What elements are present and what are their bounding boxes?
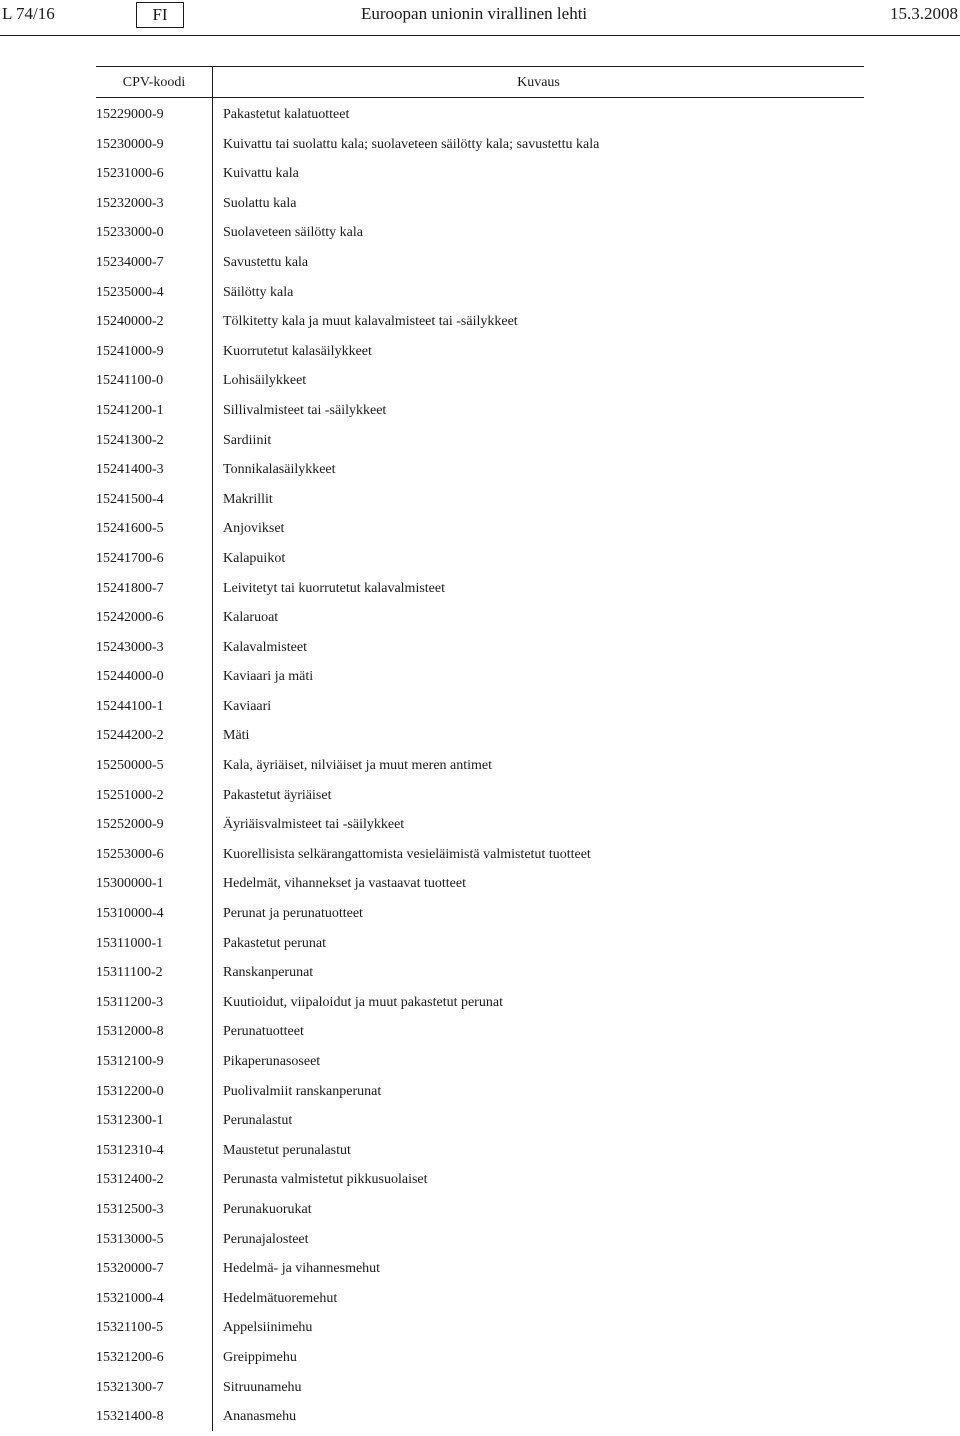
page-header xyxy=(0,0,960,36)
cpv-description: Lohisäilykkeet xyxy=(223,373,307,389)
cpv-code: 15241400-3 xyxy=(96,462,164,478)
journal-title: Euroopan unionin virallinen lehti xyxy=(361,4,588,23)
table-row xyxy=(0,1406,960,1436)
cpv-description: Kuorrutetut kalasäilykkeet xyxy=(223,343,372,359)
table-row xyxy=(0,400,960,430)
cpv-description: Perunakuorukat xyxy=(223,1201,312,1217)
cpv-description: Anjovikset xyxy=(223,521,285,537)
cpv-description: Hedelmä- ja vihannesmehut xyxy=(223,1261,381,1277)
cpv-code: 15312300-1 xyxy=(96,1113,164,1129)
cpv-description: Äyriäisvalmisteet tai -säilykkeet xyxy=(223,817,405,833)
cpv-description: Kala, äyriäiset, nilviäiset ja muut meren antimet xyxy=(223,758,493,774)
table-row xyxy=(0,637,960,667)
column-header-description: Kuvaus xyxy=(517,75,560,90)
cpv-description: Kalavalmisteet xyxy=(223,639,307,655)
cpv-description: Tonnikalasäilykkeet xyxy=(223,462,336,478)
cpv-code: 15321100-5 xyxy=(96,1320,164,1336)
table-row xyxy=(0,1199,960,1229)
cpv-code: 15321000-4 xyxy=(96,1290,164,1306)
cpv-description: Greippimehu xyxy=(223,1349,297,1365)
cpv-code: 15241000-9 xyxy=(96,343,164,359)
cpv-code: 15240000-2 xyxy=(96,314,164,330)
cpv-code: 15321200-6 xyxy=(96,1349,164,1365)
cpv-description: Perunasta valmistetut pikkusuolaiset xyxy=(223,1172,428,1188)
cpv-code: 15312000-8 xyxy=(96,1024,164,1040)
table-row xyxy=(0,1021,960,1051)
cpv-code: 15242000-6 xyxy=(96,610,164,626)
table-row xyxy=(0,725,960,755)
cpv-code: 15252000-9 xyxy=(96,817,164,833)
cpv-code: 15241600-5 xyxy=(96,521,164,537)
cpv-code: 15251000-2 xyxy=(96,787,164,803)
cpv-table-body xyxy=(0,104,960,1436)
table-row xyxy=(0,1377,960,1407)
cpv-code: 15231000-6 xyxy=(96,166,164,182)
cpv-code: 15310000-4 xyxy=(96,906,164,922)
cpv-description: Sillivalmisteet tai -säilykkeet xyxy=(223,402,387,418)
cpv-code: 15244200-2 xyxy=(96,728,164,744)
table-row xyxy=(0,1347,960,1377)
cpv-code: 15244100-1 xyxy=(96,698,164,714)
cpv-description: Kuivattu tai suolattu kala; suolaveteen säilötty kala; savustettu kala xyxy=(223,136,600,152)
cpv-description: Pakastetut kalatuotteet xyxy=(223,107,350,122)
cpv-code: 15313000-5 xyxy=(96,1231,164,1247)
table-row xyxy=(0,370,960,400)
cpv-description: Tölkitetty kala ja muut kalavalmisteet tai -säilykkeet xyxy=(223,314,518,330)
table-row xyxy=(0,548,960,578)
table-row xyxy=(0,785,960,815)
cpv-description: Suolattu kala xyxy=(223,195,297,211)
cpv-description: Kuutioidut, viipaloidut ja muut pakastetut perunat xyxy=(223,994,503,1010)
page-reference: L 74/16 xyxy=(2,4,55,23)
cpv-code: 15241200-1 xyxy=(96,402,164,418)
cpv-description: Maustetut perunalastut xyxy=(223,1142,351,1158)
cpv-description: Ananasmehu xyxy=(223,1409,297,1425)
table-row xyxy=(0,1317,960,1347)
cpv-code: 15233000-0 xyxy=(96,225,164,241)
table-row xyxy=(0,903,960,933)
cpv-code: 15234000-7 xyxy=(96,254,164,270)
table-row xyxy=(0,962,960,992)
cpv-code: 15229000-9 xyxy=(96,107,164,122)
cpv-description: Kalapuikot xyxy=(223,550,286,566)
table-row xyxy=(0,1288,960,1318)
table-row xyxy=(0,282,960,312)
cpv-code: 15321400-8 xyxy=(96,1409,164,1425)
cpv-code: 15243000-3 xyxy=(96,639,164,655)
table-row xyxy=(0,1229,960,1259)
cpv-code: 15232000-3 xyxy=(96,195,164,211)
table-row xyxy=(0,1051,960,1081)
table-row xyxy=(0,1140,960,1170)
cpv-code: 15311200-3 xyxy=(96,994,164,1010)
cpv-code: 15250000-5 xyxy=(96,758,164,774)
cpv-description: Perunat ja perunatuotteet xyxy=(223,906,363,922)
cpv-description: Appelsiinimehu xyxy=(223,1320,313,1336)
cpv-code: 15320000-7 xyxy=(96,1261,164,1277)
cpv-description: Kaviaari xyxy=(223,698,272,714)
table-row xyxy=(0,578,960,608)
cpv-code: 15253000-6 xyxy=(96,846,164,862)
table-row xyxy=(0,933,960,963)
cpv-description: Perunalastut xyxy=(223,1113,293,1129)
cpv-description: Pakastetut perunat xyxy=(223,935,327,951)
table-row xyxy=(0,252,960,282)
table-row xyxy=(0,163,960,193)
cpv-description: Sitruunamehu xyxy=(223,1379,302,1395)
cpv-code: 15235000-4 xyxy=(96,284,164,300)
cpv-description: Kuivattu kala xyxy=(223,166,299,182)
table-row xyxy=(0,311,960,341)
table-row xyxy=(0,104,960,134)
table-row xyxy=(0,459,960,489)
cpv-description: Savustettu kala xyxy=(223,254,309,270)
cpv-description: Kalaruoat xyxy=(223,610,279,626)
cpv-code: 15241100-0 xyxy=(96,373,164,389)
table-row xyxy=(0,1110,960,1140)
cpv-code: 15241500-4 xyxy=(96,491,164,507)
table-row xyxy=(0,844,960,874)
cpv-description: Perunatuotteet xyxy=(223,1024,304,1040)
cpv-description: Pikaperunasoseet xyxy=(223,1054,321,1069)
table-row xyxy=(0,193,960,223)
cpv-code: 15312200-0 xyxy=(96,1083,164,1099)
cpv-code: 15241800-7 xyxy=(96,580,164,596)
header-rule xyxy=(0,35,960,36)
cpv-description: Ranskanperunat xyxy=(223,965,314,981)
cpv-code: 15312400-2 xyxy=(96,1172,164,1188)
cpv-code: 15241300-2 xyxy=(96,432,164,448)
cpv-code: 15300000-1 xyxy=(96,876,164,892)
table-row xyxy=(0,489,960,519)
table-row xyxy=(0,992,960,1022)
table-row xyxy=(0,1081,960,1111)
cpv-code: 15311100-2 xyxy=(96,965,163,981)
table-row xyxy=(0,814,960,844)
cpv-code: 15312100-9 xyxy=(96,1054,164,1069)
cpv-code: 15241700-6 xyxy=(96,550,164,566)
cpv-description: Leivitetyt tai kuorrutetut kalavalmisteet xyxy=(223,580,445,596)
table-row xyxy=(0,696,960,726)
table-row xyxy=(0,222,960,252)
cpv-description: Mäti xyxy=(223,728,250,744)
cpv-code: 15244000-0 xyxy=(96,669,164,685)
table-row xyxy=(0,1258,960,1288)
cpv-description: Sardiinit xyxy=(223,432,272,448)
cpv-code: 15312310-4 xyxy=(96,1142,164,1158)
table-row xyxy=(0,607,960,637)
cpv-description: Hedelmätuoremehut xyxy=(223,1290,338,1306)
table-row xyxy=(0,873,960,903)
cpv-description: Perunajalosteet xyxy=(223,1231,309,1247)
cpv-description: Kaviaari ja mäti xyxy=(223,669,314,685)
table-row xyxy=(0,134,960,164)
publication-date: 15.3.2008 xyxy=(890,4,958,23)
cpv-description: Pakastetut äyriäiset xyxy=(223,787,332,803)
cpv-description: Suolaveteen säilötty kala xyxy=(223,225,363,241)
table-row xyxy=(0,518,960,548)
cpv-description: Puolivalmiit ranskanperunat xyxy=(223,1083,382,1099)
language-code-box: FI xyxy=(136,2,184,28)
cpv-code: 15321300-7 xyxy=(96,1379,164,1395)
cpv-description: Kuorellisista selkärangattomista vesieläimistä valmistetut tuotteet xyxy=(223,846,591,862)
table-row xyxy=(0,430,960,460)
table-row xyxy=(0,1169,960,1199)
column-header-code: CPV-koodi xyxy=(122,75,186,90)
table-row xyxy=(0,666,960,696)
cpv-code: 15312500-3 xyxy=(96,1201,164,1217)
table-row xyxy=(0,755,960,785)
cpv-description: Hedelmät, vihannekset ja vastaavat tuotteet xyxy=(223,876,466,892)
cpv-code: 15311000-1 xyxy=(96,935,164,951)
cpv-description: Makrillit xyxy=(223,491,273,507)
cpv-description: Säilötty kala xyxy=(223,284,294,300)
table-row xyxy=(0,341,960,371)
cpv-code: 15230000-9 xyxy=(96,136,164,152)
